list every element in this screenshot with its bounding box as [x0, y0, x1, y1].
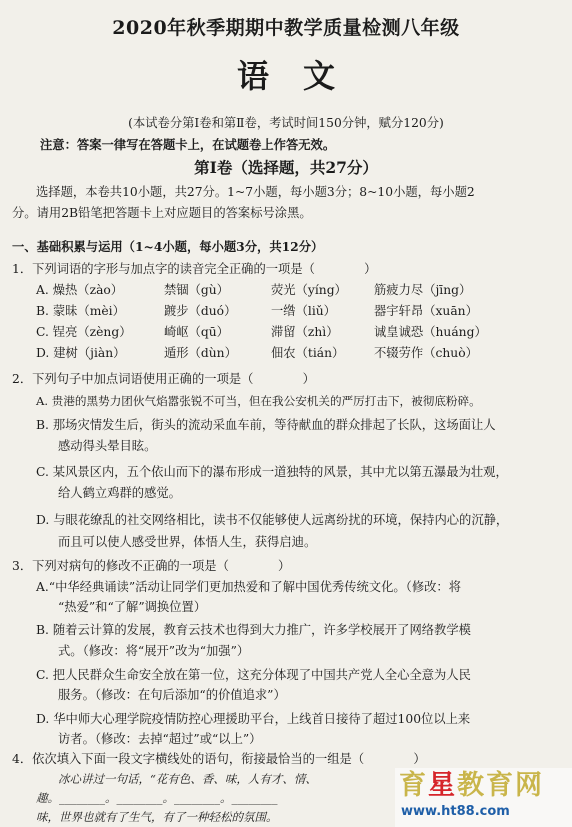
- q3-option-b-line1: B. 随着云计算的发展，教育云技术也得到大力推广，许多学校展开了网络教学模: [36, 623, 471, 637]
- q4-passage-line3: 味，世界也就有了生气，有了一种轻松的氛围。: [36, 810, 278, 824]
- q1-d-word4: 不辍劳作（chuò）: [374, 346, 478, 360]
- q3-option-d-line2: 访者。（修改：去掉“超过”或“以上”）: [58, 732, 262, 746]
- q1-a-word4: 筋疲力尽（jīng）: [374, 283, 472, 297]
- q3-option-d-line1: D. 华中师大心理学院疫情防控心理援助平台，上线首日接待了超过100位以上来: [36, 712, 471, 726]
- q1-stem: 1．下列词语的字形与加点字的读音完全正确的一项是（ ）: [12, 262, 377, 276]
- subject-title: 语文: [236, 57, 369, 95]
- q1-a-word1: A. 燥热（zào）: [36, 283, 124, 297]
- q2-option-c-line2: 给人鹤立鸡群的感觉。: [58, 486, 181, 500]
- q4-stem: 4．依次填入下面一段文字横线处的语句，衔接最恰当的一组是（ ）: [12, 752, 426, 766]
- q3-option-a-line1: A.“中华经典诵读”活动让同学们更加热爱和了解中国优秀传统文化。（修改：将: [36, 580, 462, 594]
- watermark-logo-text: 育星教育网: [399, 770, 544, 801]
- q2-stem: 2．下列句子中加点词语使用正确的一项是（ ）: [12, 372, 315, 386]
- q2-option-d-line1: D. 与眼花缭乱的社交网络相比，读书不仅能够使人远离纷扰的环境，保持内心的沉静，: [36, 513, 509, 527]
- q3-stem: 3．下列对病句的修改不正确的一项是（ ）: [12, 559, 291, 573]
- q4-passage-line1: 冰心讲过一句话，“花有色、香、味，人有才、情、: [58, 772, 317, 786]
- section-intro-line2: 分。请用2B铅笔把答题卡上对应题目的答案标号涂黑。: [12, 206, 312, 220]
- q1-c-word3: 滞留（zhì）: [271, 325, 339, 339]
- q3-option-b-line2: 式。（修改：将“展开”改为“加强”）: [58, 644, 250, 658]
- q1-b-word4: 器宇轩昂（xuān）: [374, 304, 478, 318]
- q1-d-word3: 佃农（tián）: [271, 346, 345, 360]
- q1-c-word2: 崎岖（qū）: [164, 325, 229, 339]
- q1-c-word4: 诚皇诚恐（huáng）: [374, 325, 487, 339]
- section-intro-line1: 选择题，本卷共10小题，共27分。1~7小题，每小题3分；8~10小题，每小题2: [36, 185, 475, 199]
- exam-info: (本试卷分第Ⅰ卷和第Ⅱ卷，考试时间150分钟，赋分120分): [128, 116, 444, 130]
- q1-d-word1: D. 建树（jiàn）: [36, 346, 126, 360]
- q2-option-b-line2: 感动得头晕目眩。: [58, 439, 157, 453]
- site-watermark: [395, 768, 572, 827]
- q1-b-word2: 踱步（duó）: [164, 304, 237, 318]
- q1-c-word1: C. 锃亮（zèng）: [36, 325, 132, 339]
- q3-option-a-line2: “热爱”和“了解”调换位置）: [58, 600, 207, 614]
- exam-title: 2020年秋季期期中教学质量检测八年级: [112, 17, 460, 39]
- q4-passage-line2: 趣。________。________。________。________: [36, 791, 278, 805]
- q2-option-b-line1: B. 那场灾情发生后，街头的流动采血车前，等待献血的群众排起了长队，这场面让人: [36, 418, 496, 432]
- q1-d-word2: 遁形（dùn）: [164, 346, 237, 360]
- q3-option-c-line1: C. 把人民群众生命安全放在第一位，这充分体现了中国共产党人全心全意为人民: [36, 668, 471, 682]
- q2-option-c-line1: C. 某风景区内，五个依山而下的瀑布形成一道独特的风景，其中尤以第五瀑最为壮观，: [36, 465, 508, 479]
- q2-option-d-line2: 而且可以使人感受世界，体悟人生，获得启迪。: [58, 535, 317, 549]
- section-heading: 第Ⅰ卷（选择题，共27分）: [194, 158, 378, 177]
- q3-option-c-line2: 服务。（修改：在句后添加“的价值追求”）: [58, 688, 286, 702]
- watermark-star: 星: [428, 770, 457, 801]
- watermark-url: www.ht88.com: [401, 804, 510, 819]
- q1-b-word1: B. 蒙昧（mèi）: [36, 304, 125, 318]
- q2-option-a: A. 贵港的黑势力团伙气焰嚣张锐不可当，但在我公安机关的严厉打击下，被彻底粉碎。: [36, 394, 481, 408]
- answer-note: 注意：答案一律写在答题卡上，在试题卷上作答无效。: [40, 137, 336, 152]
- q1-a-word3: 荧光（yíng）: [271, 283, 347, 297]
- q1-b-word3: 一绺（liǔ）: [271, 304, 336, 318]
- q1-a-word2: 禁锢（gù）: [164, 283, 229, 297]
- part1-heading: 一、基础积累与运用（1~4小题，每小题3分，共12分）: [12, 239, 324, 254]
